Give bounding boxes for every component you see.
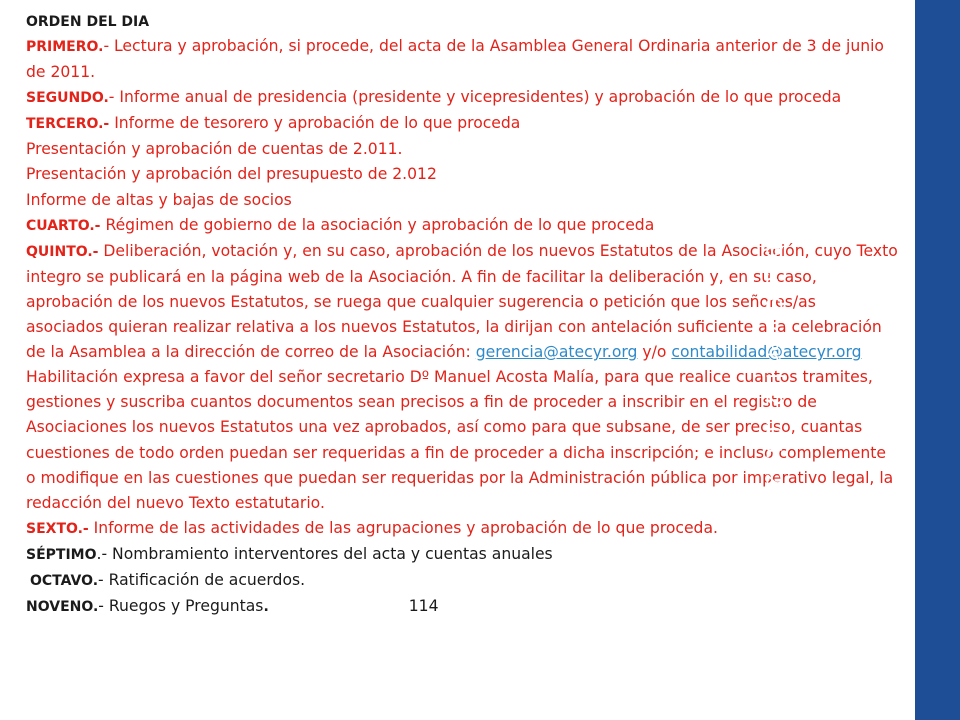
item-segundo-label: SEGUNDO.: [26, 90, 109, 107]
sidebar-bar: [915, 0, 960, 720]
sidebar-title-text: Asamblea General: [761, 186, 786, 380]
item-sexto-text: Informe de las actividades de las agrupaciones y aprobación de lo que proceda.: [88, 518, 718, 537]
item-tercero-sub: Informe de altas y bajas de socios: [26, 190, 292, 209]
item-noveno-text: - Ruegos y Preguntas: [98, 597, 264, 616]
item-noveno-dot: .: [263, 599, 269, 616]
sidebar-title: [761, 186, 787, 487]
email-separator: y/o: [637, 343, 672, 362]
page-number: 114: [408, 597, 439, 616]
item-septimo-label: SÉPTIMO: [26, 546, 97, 563]
item-tercero-label: TERCERO.-: [26, 116, 110, 133]
agenda-title: ORDEN DEL DIA: [26, 14, 150, 30]
item-quinto-text: Deliberación, votación y, en su caso, aprobación de los nuevos Estatutos de la Asociación, cuyo Texto integro se publicará en la página web de la Asociación. A fin de facilitar la deliberación y, en su caso, aprobación de los nuevos Estatutos, se ruega que cualquier sugerencia o petición que los señores/as asociados quieran realizar relativa a los nuevos Estatutos, la dirijan con antelación suficiente a la celebración de la Asamblea a la dirección de correo de la Asociación:: [26, 241, 898, 362]
item-quinto-label: QUINTO.-: [26, 243, 99, 260]
item-septimo: [26, 542, 898, 568]
item-octavo-text: - Ratificación de acuerdos.: [98, 570, 306, 589]
item-septimo-text: .- Nombramiento interventores del acta y cuentas anuales: [96, 544, 553, 563]
item-octavo: [26, 568, 898, 594]
sidebar-title-date: 20.06.12: [761, 393, 786, 487]
item-cuarto-text: Régimen de gobierno de la asociación y aprobación de lo que proceda: [100, 215, 655, 234]
item-primero-label: PRIMERO.: [26, 39, 104, 55]
item-primero: [26, 34, 898, 85]
item-noveno: [26, 594, 898, 620]
item-segundo: [26, 85, 898, 111]
item-segundo-text: - Informe anual de presidencia (presidente y vicepresidentes) y aprobación de lo que proceda: [108, 88, 842, 107]
item-tercero-sub: Presentación y aprobación de cuentas de 2.011.: [26, 140, 403, 159]
item-tercero: [26, 111, 898, 137]
item-sexto: [26, 516, 898, 542]
item-noveno-label: NOVENO.: [26, 599, 99, 616]
item-cuarto-label: CUARTO.-: [26, 217, 101, 234]
email-link-contabilidad[interactable]: contabilidad@atecyr.org: [671, 343, 862, 362]
item-octavo-label: OCTAVO.: [30, 572, 99, 589]
item-tercero-text: Informe de tesorero y aprobación de lo que proceda: [109, 114, 521, 133]
item-quinto-habilitacion: Habilitación expresa a favor del señor secretario Dº Manuel Acosta Malía, para que realice cuantos tramites, gestiones y suscriba cuantos documentos sean precisos a fin de proceder a inscribir en el registro de Asociaciones los nuevos Estatutos una vez aprobados, así como para que subsane, de ser preciso, cuantas cuestiones de todo orden puedan ser requeridas a fin de proceder a dicha inscripción; e incluso complemente o modifique en las cuestiones que puedan ser requeridas por la Administración pública por imperativo legal, la redacción del nuevo Texto estatutario.: [26, 368, 894, 512]
item-sexto-label: SEXTO.-: [26, 520, 89, 537]
item-primero-text: - Lectura y aprobación, si procede, del acta de la Asamblea General Ordinaria anterior de 3 de junio de 2011.: [26, 37, 884, 82]
item-tercero-sub: Presentación y aprobación del presupuesto de 2.012: [26, 165, 437, 184]
email-link-gerencia[interactable]: gerencia@atecyr.org: [475, 343, 638, 362]
